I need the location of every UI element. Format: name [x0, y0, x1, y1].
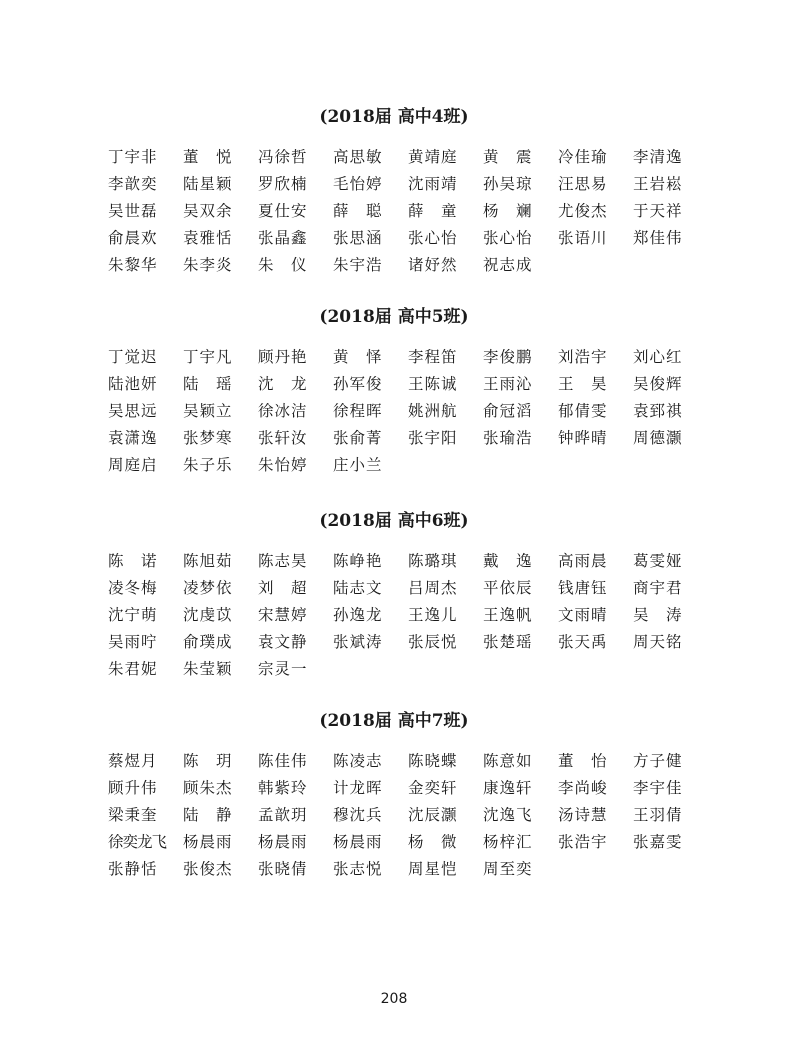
student-name: 李歆奕 — [108, 175, 158, 193]
student-name: 尤俊杰 — [558, 202, 608, 220]
name-row — [0, 549, 788, 576]
student-name: 蔡煜月 — [108, 752, 158, 770]
student-name: 穆沈兵 — [333, 806, 383, 824]
student-name: 周德灏 — [633, 429, 683, 447]
student-name: 王 昊 — [558, 375, 608, 393]
student-name: 陈佳伟 — [258, 752, 308, 770]
student-name: 冷佳瑜 — [558, 148, 608, 166]
student-name: 文雨晴 — [558, 606, 608, 624]
student-name: 吴颖立 — [183, 402, 233, 420]
student-name: 吕周杰 — [408, 579, 458, 597]
student-name: 吴世磊 — [108, 202, 158, 220]
student-name: 袁潇逸 — [108, 429, 158, 447]
class-section — [0, 708, 788, 884]
student-name: 张晶鑫 — [258, 229, 308, 247]
student-name: 沈雨靖 — [408, 175, 458, 193]
student-name: 钟晔晴 — [558, 429, 608, 447]
student-name: 刘心红 — [633, 348, 683, 366]
student-name: 汤诗慧 — [558, 806, 608, 824]
student-name: 周星恺 — [408, 860, 458, 878]
student-name: 夏仕安 — [258, 202, 308, 220]
student-name: 罗欣楠 — [258, 175, 308, 193]
student-name: 钱唐钰 — [558, 579, 608, 597]
student-name: 汪思易 — [558, 175, 608, 193]
name-row — [0, 776, 788, 803]
student-name: 刘 超 — [258, 579, 308, 597]
student-name: 袁文静 — [258, 633, 308, 651]
name-row — [0, 576, 788, 603]
class-section — [0, 304, 788, 480]
student-name: 张辰悦 — [408, 633, 458, 651]
section-title: (2018届 高中7班) — [319, 711, 469, 731]
name-row — [0, 372, 788, 399]
name-row — [0, 399, 788, 426]
student-name: 董 怡 — [558, 752, 608, 770]
name-row — [0, 749, 788, 776]
student-name: 毛怡婷 — [333, 175, 383, 193]
student-name: 沈辰灏 — [408, 806, 458, 824]
student-name: 孙军俊 — [333, 375, 383, 393]
student-name: 戴 逸 — [483, 552, 533, 570]
student-name: 徐程晖 — [333, 402, 383, 420]
student-name: 于天祥 — [633, 202, 683, 220]
student-name: 朱宇浩 — [333, 256, 383, 274]
student-name: 王陈诚 — [408, 375, 458, 393]
student-name: 郑佳伟 — [633, 229, 683, 247]
student-name: 商宇君 — [633, 579, 683, 597]
section-title: (2018届 高中6班) — [319, 511, 469, 531]
name-row — [0, 803, 788, 830]
student-name: 冯徐哲 — [258, 148, 308, 166]
name-row — [0, 426, 788, 453]
student-name: 薛 童 — [408, 202, 458, 220]
student-name: 陈 诺 — [108, 552, 158, 570]
student-name: 王羽倩 — [633, 806, 683, 824]
student-name: 方子健 — [633, 752, 683, 770]
student-name: 祝志成 — [483, 256, 533, 274]
class-section — [0, 508, 788, 684]
name-row — [0, 453, 788, 480]
student-name: 顾朱杰 — [183, 779, 233, 797]
student-name: 陈凌志 — [333, 752, 383, 770]
student-name: 李宇佳 — [633, 779, 683, 797]
name-row — [0, 253, 788, 280]
student-name: 张心怡 — [408, 229, 458, 247]
name-row — [0, 830, 788, 857]
student-name: 凌冬梅 — [108, 579, 158, 597]
student-name: 高雨晨 — [558, 552, 608, 570]
student-name: 王逸帆 — [483, 606, 533, 624]
student-name: 张楚瑶 — [483, 633, 533, 651]
student-name: 韩紫玲 — [258, 779, 308, 797]
name-row — [0, 857, 788, 884]
student-name: 张浩宇 — [558, 833, 608, 851]
student-name: 丁宇非 — [108, 148, 158, 166]
student-name: 陈意如 — [483, 752, 533, 770]
student-name: 孟歆玥 — [258, 806, 308, 824]
student-name: 陈旭茹 — [183, 552, 233, 570]
class-section — [0, 104, 788, 280]
student-name: 张心怡 — [483, 229, 533, 247]
student-name: 张俞菁 — [333, 429, 383, 447]
student-name: 杨 斓 — [483, 202, 533, 220]
student-name: 杨晨雨 — [183, 833, 233, 851]
name-row — [0, 172, 788, 199]
student-name: 张瑜浩 — [483, 429, 533, 447]
student-name: 李程笛 — [408, 348, 458, 366]
student-name: 朱黎华 — [108, 256, 158, 274]
student-name: 黄 震 — [483, 148, 533, 166]
student-name: 孙吴琼 — [483, 175, 533, 193]
student-name: 黄 怿 — [333, 348, 383, 366]
name-row — [0, 630, 788, 657]
name-row — [0, 603, 788, 630]
student-name: 张晓倩 — [258, 860, 308, 878]
student-name: 王雨沁 — [483, 375, 533, 393]
student-name: 张梦寒 — [183, 429, 233, 447]
student-name: 康逸轩 — [483, 779, 533, 797]
student-name: 张天禹 — [558, 633, 608, 651]
student-name: 陆池妍 — [108, 375, 158, 393]
student-name: 金奕轩 — [408, 779, 458, 797]
student-name: 吴俊辉 — [633, 375, 683, 393]
student-name: 薛 聪 — [333, 202, 383, 220]
student-name: 杨 微 — [408, 833, 458, 851]
student-name: 俞晨欢 — [108, 229, 158, 247]
student-name: 周至奕 — [483, 860, 533, 878]
student-name: 沈逸飞 — [483, 806, 533, 824]
student-name: 朱莹颖 — [183, 660, 233, 678]
student-name: 计龙晖 — [333, 779, 383, 797]
student-name: 陈璐琪 — [408, 552, 458, 570]
student-name: 陈 玥 — [183, 752, 233, 770]
student-name: 宗灵一 — [258, 660, 308, 678]
student-name: 张轩汝 — [258, 429, 308, 447]
student-name: 吴 涛 — [633, 606, 683, 624]
student-name: 张志悦 — [333, 860, 383, 878]
student-name: 王岩崧 — [633, 175, 683, 193]
student-name: 徐奕龙飞 — [108, 833, 167, 851]
student-name: 杨晨雨 — [333, 833, 383, 851]
student-name: 诸妤然 — [408, 256, 458, 274]
student-name: 陆志文 — [333, 579, 383, 597]
name-row — [0, 345, 788, 372]
student-name: 丁觉迟 — [108, 348, 158, 366]
name-list — [0, 345, 788, 480]
student-name: 葛雯娅 — [633, 552, 683, 570]
student-name: 朱怡婷 — [258, 456, 308, 474]
page-number: 208 — [380, 991, 408, 1007]
name-list — [0, 549, 788, 684]
student-name: 徐冰洁 — [258, 402, 308, 420]
student-name: 沈 龙 — [258, 375, 308, 393]
student-name: 吴雨咛 — [108, 633, 158, 651]
student-name: 李尚峻 — [558, 779, 608, 797]
student-name: 袁雅恬 — [183, 229, 233, 247]
student-name: 陆 瑶 — [183, 375, 233, 393]
name-list — [0, 749, 788, 884]
student-name: 陈峥艳 — [333, 552, 383, 570]
student-name: 沈虔苡 — [183, 606, 233, 624]
student-name: 陆星颖 — [183, 175, 233, 193]
section-title: (2018届 高中4班) — [319, 107, 469, 127]
student-name: 郁倩雯 — [558, 402, 608, 420]
student-name: 杨晨雨 — [258, 833, 308, 851]
student-name: 宋慧婷 — [258, 606, 308, 624]
student-name: 王逸儿 — [408, 606, 458, 624]
student-name: 顾升伟 — [108, 779, 158, 797]
student-name: 刘浩宇 — [558, 348, 608, 366]
student-name: 沈宁萌 — [108, 606, 158, 624]
name-row — [0, 226, 788, 253]
student-name: 张静恬 — [108, 860, 158, 878]
student-name: 朱君妮 — [108, 660, 158, 678]
student-name: 朱子乐 — [183, 456, 233, 474]
student-name: 高思敏 — [333, 148, 383, 166]
student-name: 张语川 — [558, 229, 608, 247]
student-name: 董 悦 — [183, 148, 233, 166]
student-name: 吴双余 — [183, 202, 233, 220]
student-name: 凌梦依 — [183, 579, 233, 597]
student-name: 李清逸 — [633, 148, 683, 166]
student-name: 黄靖庭 — [408, 148, 458, 166]
student-name: 袁郅祺 — [633, 402, 683, 420]
name-row — [0, 145, 788, 172]
student-name: 李俊鹏 — [483, 348, 533, 366]
name-list — [0, 145, 788, 280]
section-title: (2018届 高中5班) — [319, 307, 469, 327]
student-name: 吴思远 — [108, 402, 158, 420]
student-name: 朱李炎 — [183, 256, 233, 274]
student-name: 俞璞成 — [183, 633, 233, 651]
student-name: 陈志昊 — [258, 552, 308, 570]
student-name: 姚洲航 — [408, 402, 458, 420]
student-name: 俞冠滔 — [483, 402, 533, 420]
student-name: 丁宇凡 — [183, 348, 233, 366]
name-row — [0, 657, 788, 684]
student-name: 平依辰 — [483, 579, 533, 597]
name-row — [0, 199, 788, 226]
student-name: 陆 静 — [183, 806, 233, 824]
student-name: 张斌涛 — [333, 633, 383, 651]
student-name: 庄小兰 — [333, 456, 383, 474]
student-name: 陈晓蝶 — [408, 752, 458, 770]
student-name: 周天铭 — [633, 633, 683, 651]
student-name: 杨梓汇 — [483, 833, 533, 851]
student-name: 周庭启 — [108, 456, 158, 474]
student-name: 朱 仪 — [258, 256, 308, 274]
student-name: 张思涵 — [333, 229, 383, 247]
student-name: 张俊杰 — [183, 860, 233, 878]
student-name: 顾丹艳 — [258, 348, 308, 366]
student-name: 张宇阳 — [408, 429, 458, 447]
student-name: 张嘉雯 — [633, 833, 683, 851]
student-name: 梁秉奎 — [108, 806, 158, 824]
student-name: 孙逸龙 — [333, 606, 383, 624]
